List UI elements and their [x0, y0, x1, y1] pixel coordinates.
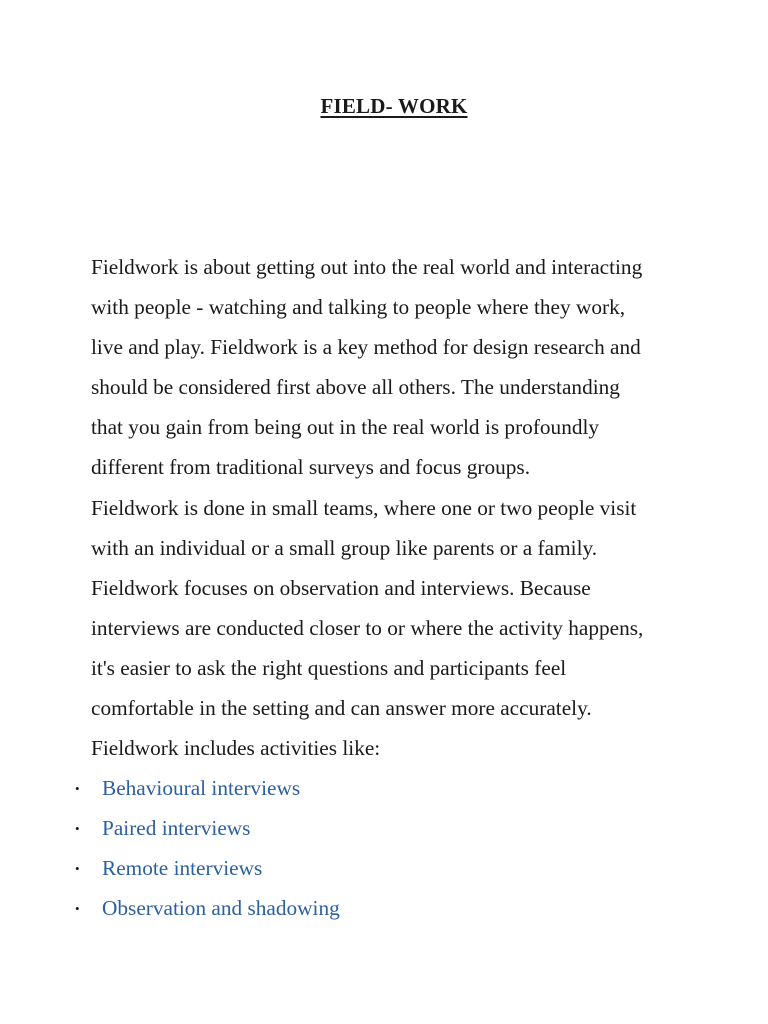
bullet-icon: •: [75, 901, 80, 917]
paragraph-line: Fieldwork focuses on observation and interviews. Because: [91, 575, 591, 600]
list-item: [0, 768, 768, 808]
paragraph-line: should be considered first above all others. The understanding: [91, 375, 620, 400]
link-observation-and-shadowing[interactable]: Observation and shadowing: [102, 896, 340, 921]
paragraph-line: live and play. Fieldwork is a key method for design research and: [91, 335, 641, 360]
paragraph-line: different from traditional surveys and focus groups.: [91, 455, 531, 480]
paragraph-line: interviews are conducted closer to or where the activity happens,: [91, 615, 644, 640]
body-paragraph: [91, 247, 711, 768]
bullet-icon: •: [75, 781, 80, 796]
paragraph-line: Fieldwork is done in small teams, where one or two people visit: [91, 495, 637, 520]
activities-list: [0, 768, 768, 928]
paragraph-line: with people - watching and talking to people where they work,: [91, 295, 626, 320]
paragraph-line: Fieldwork includes activities like:: [91, 736, 381, 761]
paragraph-line: it's easier to ask the right questions and participants feel: [91, 655, 567, 680]
bullet-icon: •: [75, 821, 80, 837]
link-paired-interviews[interactable]: Paired interviews: [102, 816, 251, 841]
list-item: [0, 808, 768, 848]
paragraph-line: with an individual or a small group like parents or a family.: [91, 535, 598, 560]
paragraph-line: Fieldwork is about getting out into the real world and interacting: [91, 255, 643, 279]
link-behavioural-interviews[interactable]: Behavioural interviews: [102, 776, 301, 800]
link-remote-interviews[interactable]: Remote interviews: [102, 856, 263, 881]
paragraph-line: comfortable in the setting and can answer more accurately.: [91, 696, 592, 721]
list-item: [0, 888, 768, 928]
paragraph-line: that you gain from being out in the real world is profoundly: [91, 415, 600, 440]
document-title: FIELD- WORK: [320, 94, 468, 118]
list-item: [0, 848, 768, 888]
bullet-icon: •: [75, 861, 80, 877]
